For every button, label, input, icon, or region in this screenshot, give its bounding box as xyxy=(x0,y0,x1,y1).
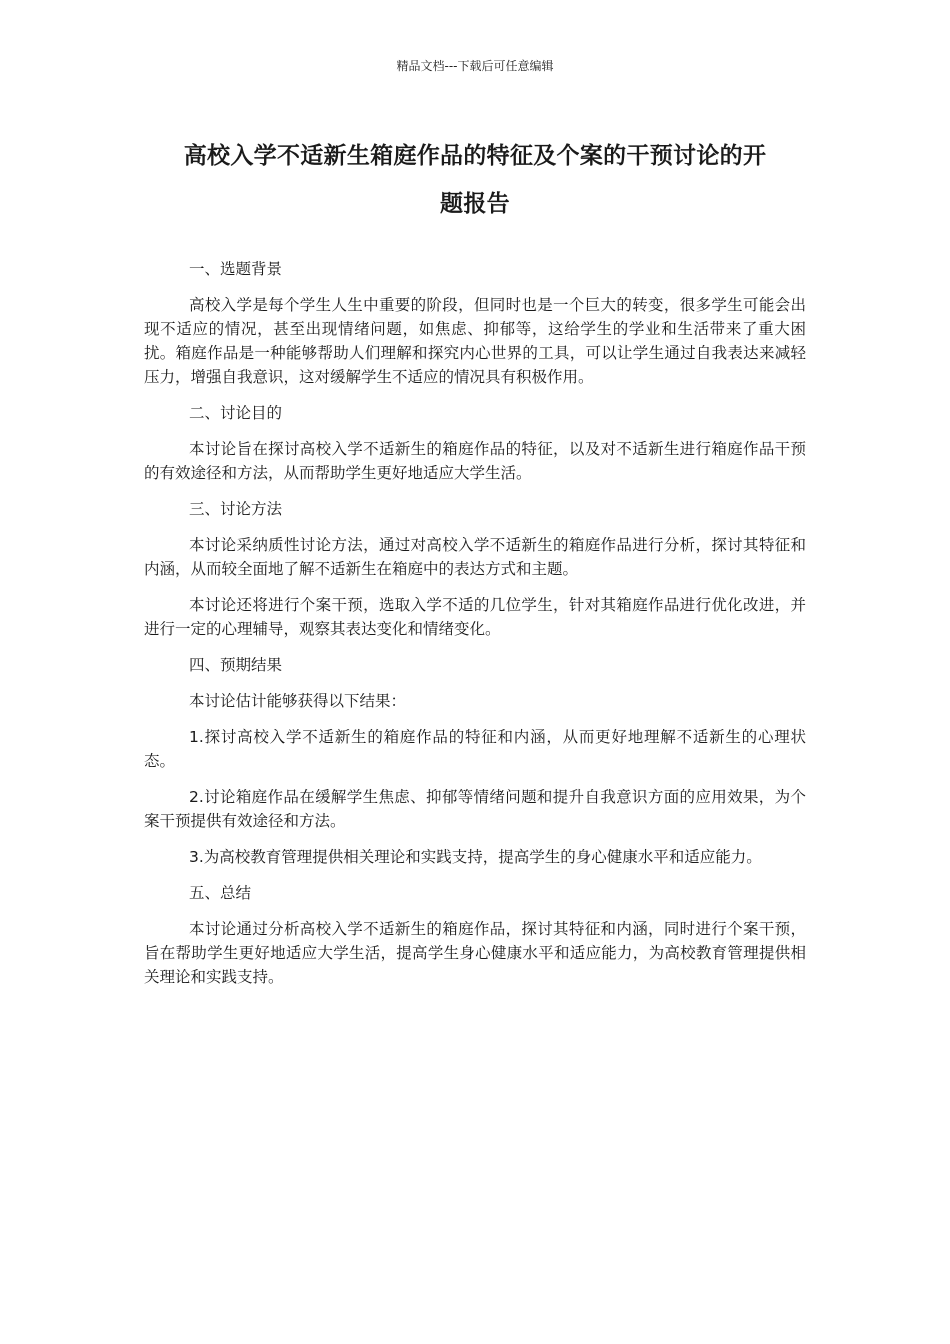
document-title-line-2: 题报告 xyxy=(440,191,510,217)
document-body xyxy=(144,257,806,1001)
section-heading: 一、选题背景 xyxy=(189,260,283,278)
page-header-watermark: 精品文档---下载后可任意编辑 xyxy=(396,59,554,73)
section-heading: 三、讨论方法 xyxy=(189,500,283,518)
list-item: 1.探讨高校入学不适新生的箱庭作品的特征和内涵，从而更好地理解不适新生的心理状态。 xyxy=(144,728,806,770)
section-purpose xyxy=(144,401,806,485)
document-title xyxy=(140,132,810,228)
section-background xyxy=(144,257,806,389)
paragraph: 本讨论估计能够获得以下结果： xyxy=(189,692,407,710)
section-heading: 二、讨论目的 xyxy=(189,404,283,422)
paragraph: 本讨论旨在探讨高校入学不适新生的箱庭作品的特征，以及对不适新生进行箱庭作品干预的有效途径和方法，从而帮助学生更好地适应大学生活。 xyxy=(144,440,806,482)
document-title-line-1: 高校入学不适新生箱庭作品的特征及个案的干预讨论的开 xyxy=(183,143,767,169)
section-method xyxy=(144,497,806,641)
section-expected-results xyxy=(144,653,806,869)
paragraph: 本讨论采纳质性讨论方法，通过对高校入学不适新生的箱庭作品进行分析，探讨其特征和内涵，从而较全面地了解不适新生在箱庭中的表达方式和主题。 xyxy=(144,536,806,578)
section-heading: 四、预期结果 xyxy=(189,656,283,674)
section-summary xyxy=(144,881,806,989)
paragraph: 本讨论还将进行个案干预，选取入学不适的几位学生，针对其箱庭作品进行优化改进，并进行一定的心理辅导，观察其表达变化和情绪变化。 xyxy=(144,596,806,638)
paragraph: 本讨论通过分析高校入学不适新生的箱庭作品，探讨其特征和内涵，同时进行个案干预，旨在帮助学生更好地适应大学生活，提高学生身心健康水平和适应能力，为高校教育管理提供相关理论和实践支持。 xyxy=(144,920,806,986)
paragraph: 高校入学是每个学生人生中重要的阶段，但同时也是一个巨大的转变，很多学生可能会出现不适应的情况，甚至出现情绪问题，如焦虑、抑郁等，这给学生的学业和生活带来了重大困扰。箱庭作品是一种能够帮助人们理解和探究内心世界的工具，可以让学生通过自我表达来减轻压力，增强自我意识，这对缓解学生不适应的情况具有积极作用。 xyxy=(144,296,806,386)
list-item: 3.为高校教育管理提供相关理论和实践支持，提高学生的身心健康水平和适应能力。 xyxy=(189,848,762,866)
section-heading: 五、总结 xyxy=(189,884,252,902)
list-item: 2.讨论箱庭作品在缓解学生焦虑、抑郁等情绪问题和提升自我意识方面的应用效果，为个案干预提供有效途径和方法。 xyxy=(144,788,806,830)
